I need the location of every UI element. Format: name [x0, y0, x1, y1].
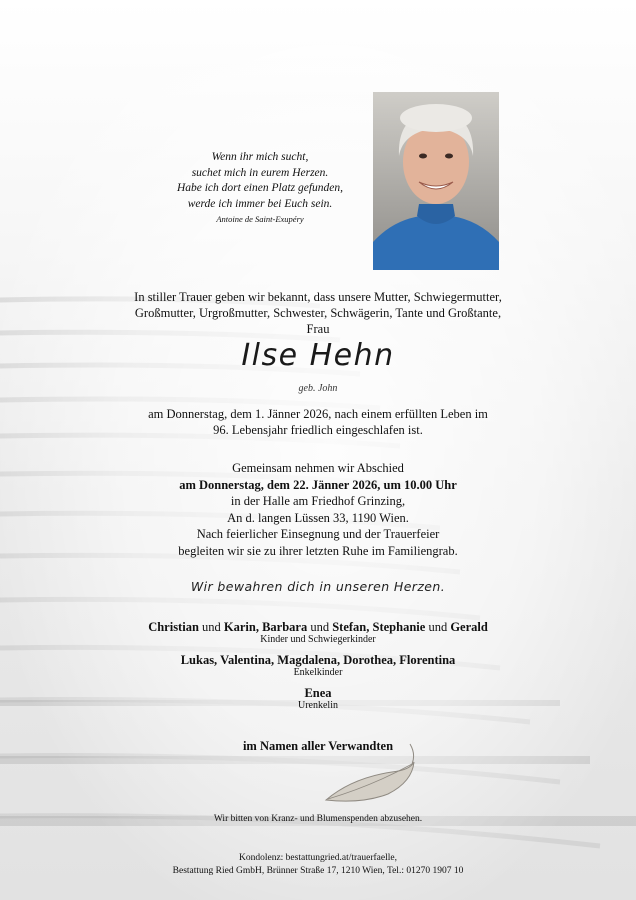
children-names: Christian und Karin, Barbara und Stefan, Stephanie und Gerald — [148, 620, 488, 634]
funeral-line: Nach feierlicher Einsegnung und der Trauerfeier — [196, 527, 440, 541]
grandchildren-relation: Enkelkinder — [293, 667, 343, 678]
grandchildren-names: Lukas, Valentina, Magdalena, Dorothea, Florentina — [180, 653, 456, 667]
funeral-line: Gemeinsam nehmen wir Abschied — [232, 461, 404, 475]
quote-author: Antoine de Saint-Exupéry — [216, 214, 304, 224]
funeral-home-address: Bestattung Ried GmbH, Brünner Straße 17, 1210 Wien, Tel.: 01270 1907 10 — [172, 866, 464, 876]
birth-name: geb. John — [298, 383, 338, 394]
intro-line: Großmutter, Urgroßmutter, Schwester, Schwägerin, Tante und Großtante, — [134, 305, 502, 320]
quote-line: suchet mich in eurem Herzen. — [191, 166, 329, 179]
announcement-intro — [0, 290, 636, 337]
great-grandchildren-relation: Urenkelin — [298, 700, 338, 711]
quote-line: Wenn ihr mich sucht, — [211, 151, 309, 163]
leaf-icon — [322, 742, 422, 806]
funeral-address: An d. langen Lüssen 33, 1190 Wien. — [227, 510, 409, 525]
contact-info — [0, 852, 636, 878]
funeral-line: begleiten wir sie zu ihrer letzten Ruhe im Familiengrab. — [178, 543, 458, 558]
relatives-signature: im Namen aller Verwandten — [242, 739, 394, 753]
children-group — [0, 620, 636, 645]
mourners-list — [0, 620, 636, 719]
condolence-link: Kondolenz: bestattungried.at/trauerfaelle, — [238, 853, 397, 863]
funeral-details — [0, 460, 636, 559]
death-notice — [0, 406, 636, 438]
great-grandchildren-names: Enea — [304, 686, 332, 700]
funeral-location: in der Halle am Friedhof Grinzing, — [230, 494, 406, 508]
portrait-photo — [373, 92, 499, 270]
great-grandchildren-group — [0, 686, 636, 711]
memorial-quote — [150, 150, 370, 226]
children-relation: Kinder und Schwiegerkinder — [260, 634, 376, 645]
intro-line: Frau — [306, 321, 330, 336]
deceased-name: Ilse Hehn — [241, 338, 395, 373]
death-line: 96. Lebensjahr friedlich eingeschlafen ist. — [213, 423, 423, 437]
death-line: am Donnerstag, dem 1. Jänner 2026, nach einem erfüllten Leben im — [148, 407, 488, 421]
funeral-date: am Donnerstag, dem 22. Jänner 2026, um 10.00 Uhr — [179, 477, 457, 492]
donation-request: Wir bitten von Kranz- und Blumenspenden abzusehen. — [213, 814, 423, 824]
grandchildren-group — [0, 653, 636, 678]
quote-line: Habe ich dort einen Platz gefunden, — [176, 182, 344, 194]
closing-sentiment: Wir bewahren dich in unseren Herzen. — [190, 579, 446, 594]
quote-line: werde ich immer bei Euch sein. — [187, 197, 333, 210]
intro-line: In stiller Trauer geben wir bekannt, dass unsere Mutter, Schwiegermutter, — [134, 290, 502, 304]
